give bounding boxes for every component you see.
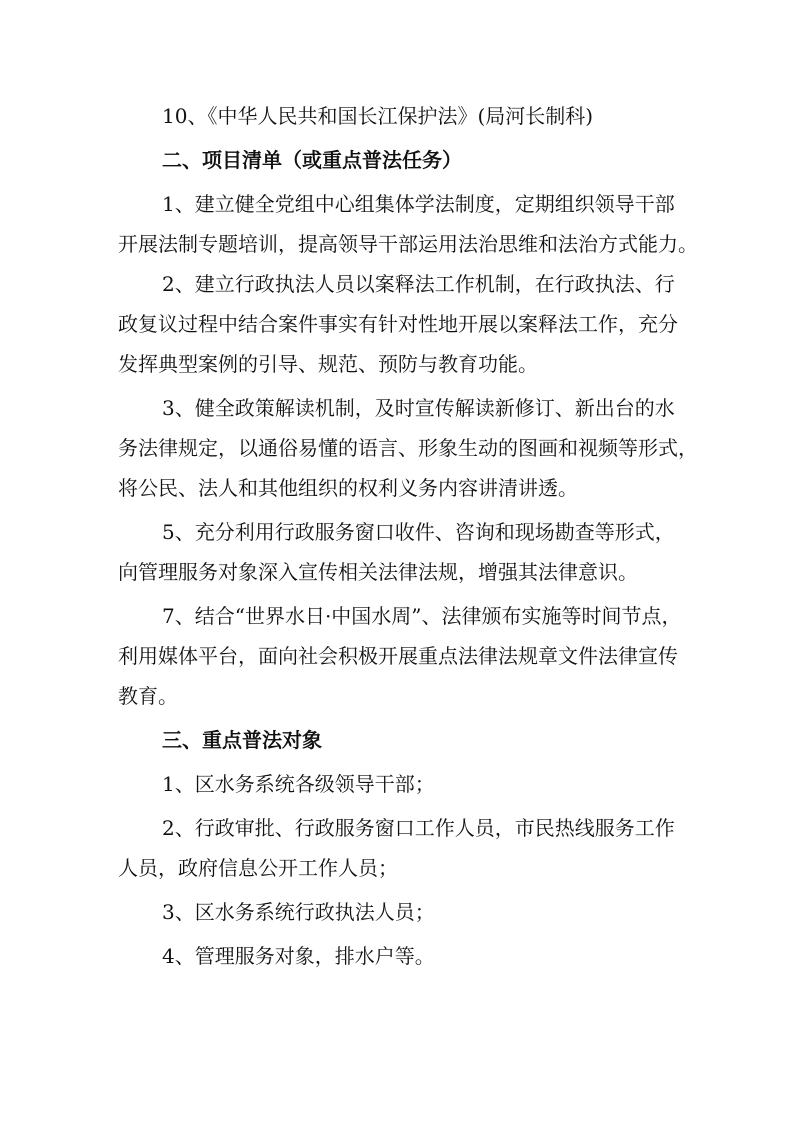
paragraph-target-3: 3、区水务系统行政执法人员； [162, 900, 435, 924]
paragraph-task-5-line-2: 向管理服务对象深入宣传相关法律法规，增强其法律意识。 [118, 560, 638, 584]
paragraph-target-1: 1、区水务系统各级领导干部； [162, 772, 435, 796]
paragraph-target-4: 4、管理服务对象，排水户等。 [162, 944, 435, 968]
paragraph-task-2-line-3: 发挥典型案例的引导、规范、预防与教育功能。 [118, 352, 538, 376]
paragraph-task-3-line-1: 3、健全政策解读机制，及时宣传解读新修订、新出台的水 [162, 396, 675, 420]
paragraph-task-1-line-2: 开展法制专题培训，提高领导干部运用法治思维和法治方式能力。 [118, 232, 698, 256]
paragraph-task-2-line-2: 政复议过程中结合案件事实有针对性地开展以案释法工作，充分 [118, 312, 678, 336]
list-item-law-10: 10、《中华人民共和国长江保护法》(局河长制科) [162, 104, 594, 128]
paragraph-task-3-line-2: 务法律规定，以通俗易懂的语言、形象生动的图画和视频等形式， [118, 436, 698, 460]
paragraph-task-3-line-3: 将公民、法人和其他组织的权利义务内容讲清讲透。 [118, 476, 578, 500]
paragraph-target-2-line-2: 人员，政府信息公开工作人员； [118, 856, 398, 880]
section-heading-target-audience: 三、重点普法对象 [162, 728, 322, 752]
paragraph-task-2-line-1: 2、建立行政执法人员以案释法工作机制，在行政执法、行 [162, 272, 675, 296]
paragraph-task-7-line-1: 7、结合“世界水日·中国水周”、法律颁布实施等时间节点， [162, 604, 682, 628]
paragraph-target-2-line-1: 2、行政审批、行政服务窗口工作人员，市民热线服务工作 [162, 816, 675, 840]
section-heading-project-list: 二、项目清单（或重点普法任务） [162, 148, 462, 172]
paragraph-task-1-line-1: 1、建立健全党组中心组集体学法制度，定期组织领导干部 [162, 192, 675, 216]
paragraph-task-7-line-3: 教育。 [118, 684, 178, 708]
paragraph-task-5-line-1: 5、充分利用行政服务窗口收件、咨询和现场勘查等形式， [162, 520, 675, 544]
paragraph-task-7-line-2: 利用媒体平台，面向社会积极开展重点法律法规章文件法律宣传 [118, 644, 678, 668]
